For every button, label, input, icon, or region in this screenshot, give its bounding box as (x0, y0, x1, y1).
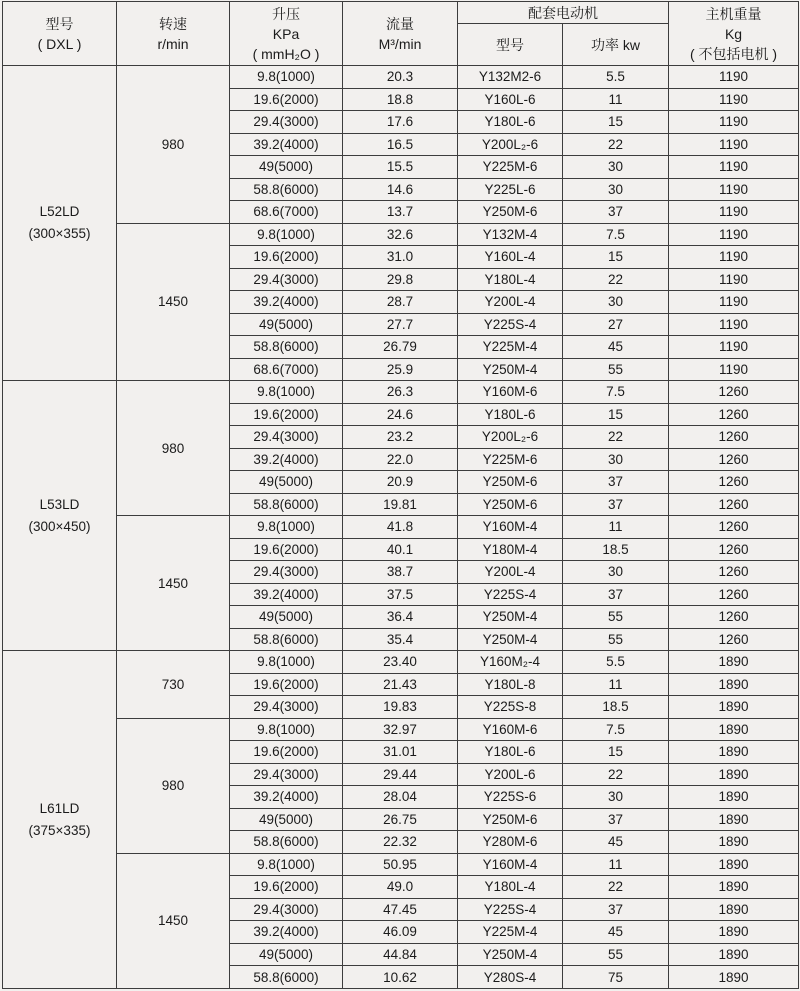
flow-cell: 16.5 (343, 133, 458, 156)
weight-cell: 1260 (669, 628, 799, 651)
flow-cell: 28.7 (343, 291, 458, 314)
model-cell (3, 381, 117, 651)
weight-cell: 1890 (669, 876, 799, 899)
motor_power-cell: 7.5 (563, 381, 669, 404)
flow-cell: 32.6 (343, 223, 458, 246)
weight-cell: 1190 (669, 358, 799, 381)
pressure-cell: 19.6(2000) (230, 403, 343, 426)
pressure-cell: 9.8(1000) (230, 66, 343, 89)
model-size: (300×355) (28, 226, 91, 241)
flow-cell: 49.0 (343, 876, 458, 899)
flow-cell: 38.7 (343, 561, 458, 584)
pressure-cell: 9.8(1000) (230, 718, 343, 741)
spec-row (3, 66, 799, 89)
header-speed (117, 2, 230, 66)
flow-cell: 18.8 (343, 88, 458, 111)
weight-cell: 1190 (669, 88, 799, 111)
pressure-cell: 29.4(3000) (230, 763, 343, 786)
blower-spec-table (2, 1, 799, 989)
motor_model-cell: Y180M-4 (458, 538, 563, 561)
motor_power-cell: 18.5 (563, 538, 669, 561)
motor_model-cell: Y225S-4 (458, 313, 563, 336)
model-name: L61LD (39, 800, 80, 816)
motor_power-cell: 75 (563, 966, 669, 989)
flow-cell: 23.40 (343, 651, 458, 674)
motor_power-cell: 22 (563, 763, 669, 786)
weight-cell: 1260 (669, 493, 799, 516)
pressure-cell: 29.4(3000) (230, 268, 343, 291)
weight-cell: 1190 (669, 291, 799, 314)
pressure-cell: 39.2(4000) (230, 133, 343, 156)
motor_power-cell: 30 (563, 156, 669, 179)
pressure-cell: 9.8(1000) (230, 651, 343, 674)
motor_model-cell: Y280S-4 (458, 966, 563, 989)
flow-cell: 36.4 (343, 606, 458, 629)
flow-cell: 21.43 (343, 673, 458, 696)
motor_power-cell: 55 (563, 606, 669, 629)
motor_power-cell: 37 (563, 808, 669, 831)
flow-cell: 24.6 (343, 403, 458, 426)
flow-cell: 22.0 (343, 448, 458, 471)
weight-cell: 1190 (669, 223, 799, 246)
weight-cell: 1190 (669, 111, 799, 134)
weight-cell: 1890 (669, 786, 799, 809)
flow-cell: 22.32 (343, 831, 458, 854)
weight-cell: 1190 (669, 178, 799, 201)
flow-cell: 29.8 (343, 268, 458, 291)
pressure-cell: 49(5000) (230, 808, 343, 831)
motor_power-cell: 18.5 (563, 696, 669, 719)
pressure-cell: 39.2(4000) (230, 448, 343, 471)
motor_power-cell: 55 (563, 628, 669, 651)
flow-cell: 14.6 (343, 178, 458, 201)
pressure-cell: 19.6(2000) (230, 246, 343, 269)
motor_power-cell: 5.5 (563, 66, 669, 89)
weight-cell: 1190 (669, 246, 799, 269)
flow-cell: 41.8 (343, 516, 458, 539)
header-model (3, 2, 117, 66)
weight-cell: 1890 (669, 673, 799, 696)
weight-cell: 1890 (669, 808, 799, 831)
flow-cell: 10.62 (343, 966, 458, 989)
pressure-cell: 29.4(3000) (230, 696, 343, 719)
motor_model-cell: Y280M-6 (458, 831, 563, 854)
motor_model-cell: Y160M-6 (458, 381, 563, 404)
motor_power-cell: 45 (563, 336, 669, 359)
motor_model-cell: Y160M-4 (458, 853, 563, 876)
motor_model-cell: Y180L-8 (458, 673, 563, 696)
speed-cell: 980 (117, 66, 230, 224)
flow-cell: 26.79 (343, 336, 458, 359)
spec-row (3, 381, 799, 404)
flow-cell: 40.1 (343, 538, 458, 561)
speed-cell: 730 (117, 651, 230, 719)
flow-cell: 17.6 (343, 111, 458, 134)
header-model-line2: ( DXL ) (37, 35, 82, 52)
pressure-cell: 29.4(3000) (230, 111, 343, 134)
weight-cell: 1890 (669, 718, 799, 741)
motor_model-cell: Y200L-6 (458, 763, 563, 786)
weight-cell: 1260 (669, 606, 799, 629)
pressure-cell: 68.6(7000) (230, 201, 343, 224)
model-cell (3, 651, 117, 989)
weight-cell: 1890 (669, 921, 799, 944)
model-cell (3, 66, 117, 381)
motor_model-cell: Y180L-6 (458, 111, 563, 134)
motor_model-cell: Y160L-6 (458, 88, 563, 111)
header-flow (343, 2, 458, 66)
weight-cell: 1260 (669, 448, 799, 471)
motor_model-cell: Y160L-4 (458, 246, 563, 269)
weight-cell: 1190 (669, 268, 799, 291)
header-motor-model: 型号 (458, 24, 563, 66)
pressure-cell: 19.6(2000) (230, 876, 343, 899)
motor_model-cell: Y250M-4 (458, 628, 563, 651)
motor_model-cell: Y225S-4 (458, 583, 563, 606)
motor_power-cell: 30 (563, 291, 669, 314)
flow-cell: 26.3 (343, 381, 458, 404)
motor_power-cell: 22 (563, 876, 669, 899)
flow-cell: 47.45 (343, 898, 458, 921)
weight-cell: 1190 (669, 156, 799, 179)
pressure-cell: 9.8(1000) (230, 381, 343, 404)
header-flow-line1: 流量 (386, 15, 414, 32)
model-size: (300×450) (28, 518, 91, 534)
motor_power-cell: 37 (563, 583, 669, 606)
pressure-cell: 49(5000) (230, 943, 343, 966)
weight-cell: 1190 (669, 336, 799, 359)
weight-cell: 1890 (669, 898, 799, 921)
header-pressure (230, 2, 343, 66)
header-flow-line2: M³/min (378, 35, 422, 52)
motor_power-cell: 22 (563, 133, 669, 156)
motor_model-cell: Y225M-6 (458, 448, 563, 471)
motor_power-cell: 30 (563, 786, 669, 809)
motor_model-cell: Y225M-4 (458, 921, 563, 944)
motor_model-cell: Y250M-6 (458, 493, 563, 516)
motor_model-cell: Y250M-6 (458, 808, 563, 831)
pressure-cell: 39.2(4000) (230, 583, 343, 606)
flow-cell: 27.7 (343, 313, 458, 336)
spec-table-body (3, 66, 799, 989)
flow-cell: 20.9 (343, 471, 458, 494)
motor_model-cell: Y250M-6 (458, 471, 563, 494)
motor_model-cell: Y225L-6 (458, 178, 563, 201)
flow-cell: 28.04 (343, 786, 458, 809)
speed-cell: 1450 (117, 516, 230, 651)
header-speed-line1: 转速 (159, 15, 187, 32)
spec-row (3, 223, 799, 246)
motor_model-cell: Y250M-4 (458, 358, 563, 381)
model-name: L53LD (39, 496, 80, 512)
pressure-cell: 19.6(2000) (230, 88, 343, 111)
speed-cell: 980 (117, 718, 230, 853)
pressure-cell: 49(5000) (230, 606, 343, 629)
weight-cell: 1260 (669, 381, 799, 404)
model-name: L52LD (39, 204, 80, 219)
speed-cell: 980 (117, 381, 230, 516)
spec-row (3, 516, 799, 539)
motor_power-cell: 37 (563, 898, 669, 921)
motor_model-cell: Y200L-4 (458, 561, 563, 584)
motor_model-cell: Y225S-8 (458, 696, 563, 719)
weight-cell: 1890 (669, 943, 799, 966)
flow-cell: 20.3 (343, 66, 458, 89)
weight-cell: 1260 (669, 403, 799, 426)
flow-cell: 19.83 (343, 696, 458, 719)
flow-cell: 13.7 (343, 201, 458, 224)
pressure-cell: 29.4(3000) (230, 561, 343, 584)
pressure-cell: 39.2(4000) (230, 921, 343, 944)
pressure-cell: 49(5000) (230, 156, 343, 179)
flow-cell: 31.01 (343, 741, 458, 764)
motor_power-cell: 15 (563, 111, 669, 134)
motor_model-cell: Y250M-6 (458, 201, 563, 224)
motor_model-cell: Y200L₂-6 (458, 426, 563, 449)
motor_model-cell: Y180L-4 (458, 876, 563, 899)
motor_model-cell: Y200L₂-6 (458, 133, 563, 156)
weight-cell: 1260 (669, 516, 799, 539)
motor_model-cell: Y180L-6 (458, 403, 563, 426)
motor_power-cell: 55 (563, 943, 669, 966)
spec-row (3, 651, 799, 674)
header-weight-line1: 主机重量 (705, 5, 762, 22)
pressure-cell: 29.4(3000) (230, 898, 343, 921)
motor_power-cell: 22 (563, 426, 669, 449)
motor_power-cell: 11 (563, 853, 669, 876)
flow-cell: 25.9 (343, 358, 458, 381)
motor_power-cell: 27 (563, 313, 669, 336)
pressure-cell: 9.8(1000) (230, 223, 343, 246)
model-size: (375×335) (28, 822, 91, 838)
header-motor-group: 配套电动机 (458, 2, 669, 24)
pressure-cell: 58.8(6000) (230, 966, 343, 989)
motor_power-cell: 15 (563, 403, 669, 426)
weight-cell: 1260 (669, 561, 799, 584)
weight-cell: 1890 (669, 763, 799, 786)
motor_model-cell: Y132M2-6 (458, 66, 563, 89)
motor_power-cell: 11 (563, 88, 669, 111)
weight-cell: 1190 (669, 66, 799, 89)
motor_power-cell: 15 (563, 741, 669, 764)
motor_model-cell: Y225M-6 (458, 156, 563, 179)
flow-cell: 44.84 (343, 943, 458, 966)
pressure-cell: 58.8(6000) (230, 831, 343, 854)
motor_power-cell: 45 (563, 831, 669, 854)
pressure-cell: 9.8(1000) (230, 516, 343, 539)
speed-cell: 1450 (117, 853, 230, 989)
header-weight-line3: ( 不包括电机 ) (689, 45, 778, 62)
motor_power-cell: 7.5 (563, 223, 669, 246)
motor_model-cell: Y225M-4 (458, 336, 563, 359)
motor_power-cell: 30 (563, 561, 669, 584)
motor_power-cell: 5.5 (563, 651, 669, 674)
pressure-cell: 19.6(2000) (230, 741, 343, 764)
header-pressure-line1: 升压 (272, 5, 300, 22)
weight-cell: 1890 (669, 831, 799, 854)
motor_model-cell: Y180L-6 (458, 741, 563, 764)
motor_power-cell: 11 (563, 673, 669, 696)
weight-cell: 1260 (669, 583, 799, 606)
motor_power-cell: 55 (563, 358, 669, 381)
flow-cell: 23.2 (343, 426, 458, 449)
motor_model-cell: Y160M₂-4 (458, 651, 563, 674)
weight-cell: 1890 (669, 853, 799, 876)
header-motor-power: 功率 kw (563, 24, 669, 66)
weight-cell: 1190 (669, 201, 799, 224)
flow-cell: 29.44 (343, 763, 458, 786)
weight-cell: 1190 (669, 313, 799, 336)
motor_model-cell: Y250M-4 (458, 943, 563, 966)
header-model-line1: 型号 (45, 15, 74, 32)
header-weight (669, 2, 799, 66)
weight-cell: 1260 (669, 426, 799, 449)
motor_power-cell: 30 (563, 448, 669, 471)
motor_model-cell: Y160M-6 (458, 718, 563, 741)
weight-cell: 1890 (669, 696, 799, 719)
weight-cell: 1190 (669, 133, 799, 156)
weight-cell: 1260 (669, 471, 799, 494)
pressure-cell: 19.6(2000) (230, 673, 343, 696)
pressure-cell: 39.2(4000) (230, 786, 343, 809)
flow-cell: 46.09 (343, 921, 458, 944)
weight-cell: 1260 (669, 538, 799, 561)
pressure-cell: 19.6(2000) (230, 538, 343, 561)
pressure-cell: 58.8(6000) (230, 178, 343, 201)
motor_power-cell: 37 (563, 471, 669, 494)
pressure-cell: 68.6(7000) (230, 358, 343, 381)
pressure-cell: 49(5000) (230, 471, 343, 494)
flow-cell: 15.5 (343, 156, 458, 179)
flow-cell: 37.5 (343, 583, 458, 606)
flow-cell: 35.4 (343, 628, 458, 651)
motor_model-cell: Y160M-4 (458, 516, 563, 539)
header-speed-line2: r/min (157, 35, 189, 52)
pressure-cell: 58.8(6000) (230, 336, 343, 359)
pressure-cell: 9.8(1000) (230, 853, 343, 876)
pressure-cell: 58.8(6000) (230, 628, 343, 651)
motor_power-cell: 37 (563, 493, 669, 516)
flow-cell: 31.0 (343, 246, 458, 269)
motor_model-cell: Y225S-6 (458, 786, 563, 809)
pressure-cell: 49(5000) (230, 313, 343, 336)
header-pressure-line2: KPa (272, 25, 300, 42)
header-weight-line2: Kg (724, 25, 743, 42)
motor_power-cell: 30 (563, 178, 669, 201)
motor_model-cell: Y200L-4 (458, 291, 563, 314)
motor_model-cell: Y250M-4 (458, 606, 563, 629)
flow-cell: 19.81 (343, 493, 458, 516)
motor_power-cell: 22 (563, 268, 669, 291)
pressure-cell: 29.4(3000) (230, 426, 343, 449)
motor_power-cell: 7.5 (563, 718, 669, 741)
pressure-cell: 39.2(4000) (230, 291, 343, 314)
motor_power-cell: 11 (563, 516, 669, 539)
motor_power-cell: 15 (563, 246, 669, 269)
flow-cell: 26.75 (343, 808, 458, 831)
motor_power-cell: 37 (563, 201, 669, 224)
weight-cell: 1890 (669, 741, 799, 764)
weight-cell: 1890 (669, 966, 799, 989)
spec-row (3, 718, 799, 741)
spec-row (3, 853, 799, 876)
weight-cell: 1890 (669, 651, 799, 674)
motor_power-cell: 45 (563, 921, 669, 944)
speed-cell: 1450 (117, 223, 230, 381)
flow-cell: 50.95 (343, 853, 458, 876)
pressure-cell: 58.8(6000) (230, 493, 343, 516)
motor_model-cell: Y180L-4 (458, 268, 563, 291)
motor_model-cell: Y132M-4 (458, 223, 563, 246)
header-pressure-line3: ( mmH₂O ) (252, 45, 320, 62)
flow-cell: 32.97 (343, 718, 458, 741)
motor_model-cell: Y225S-4 (458, 898, 563, 921)
